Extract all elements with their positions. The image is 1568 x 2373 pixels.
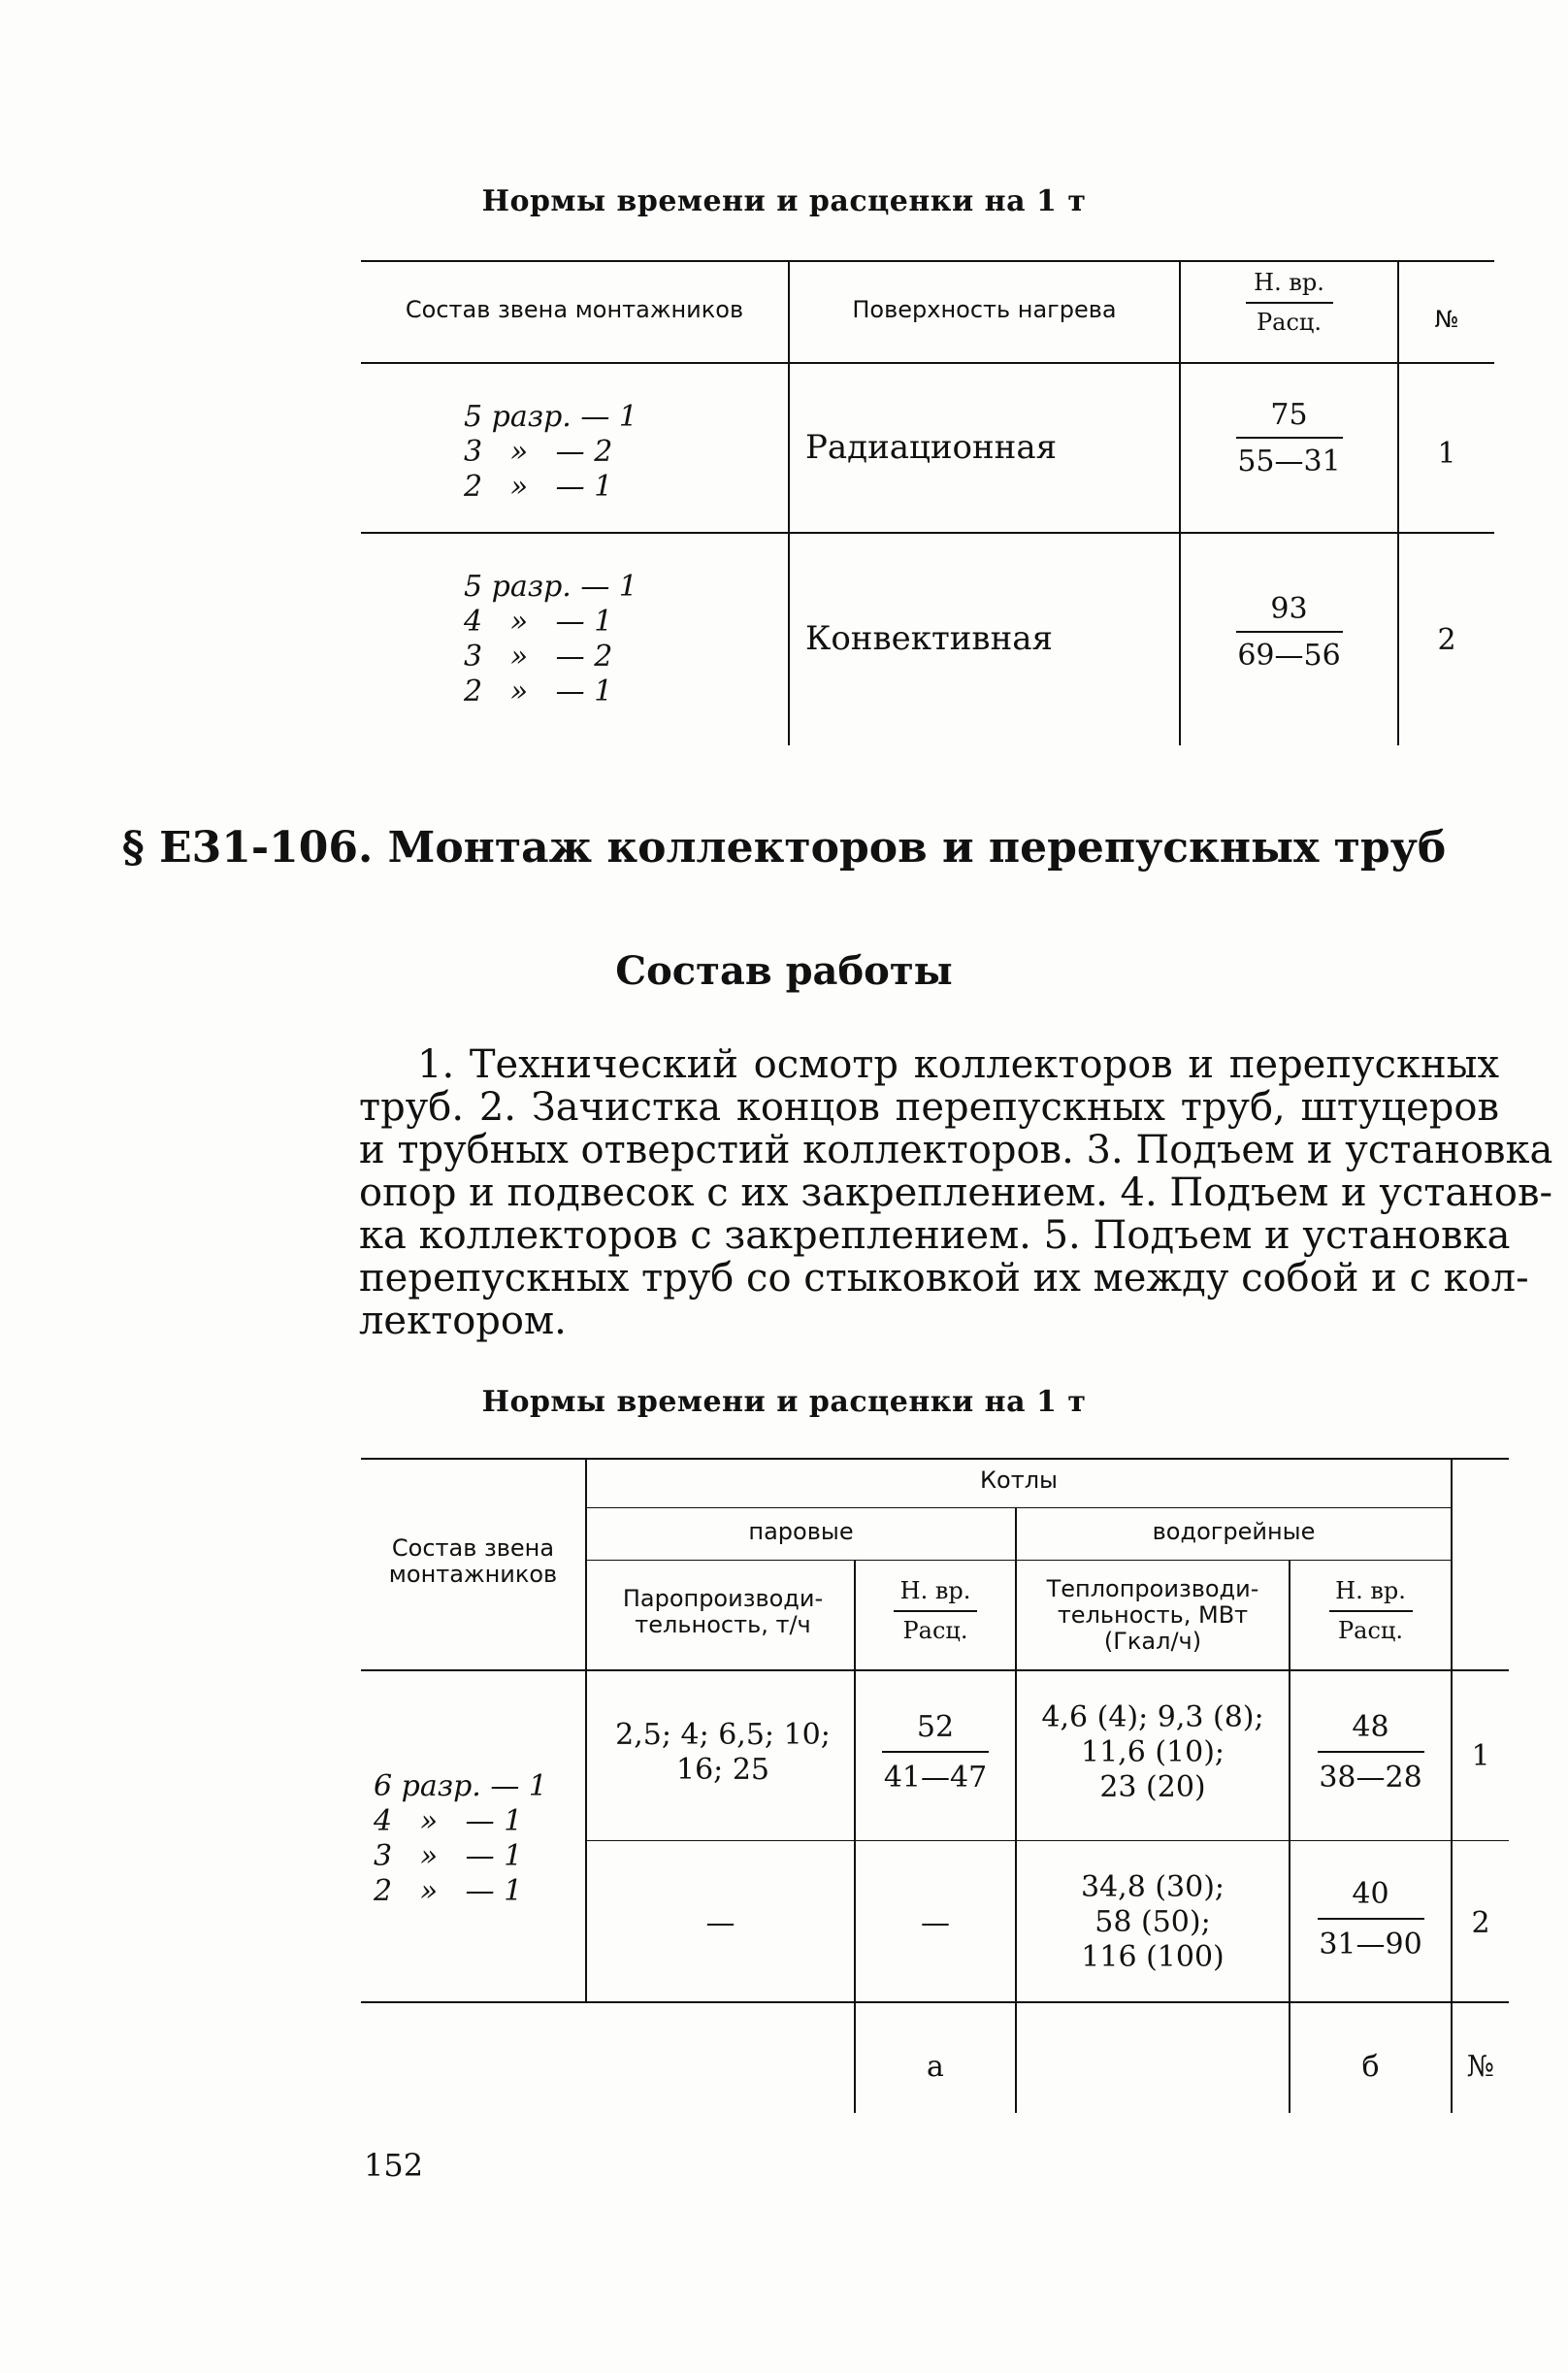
capacity-line: 116 (100) bbox=[1081, 1940, 1225, 1974]
table1-row1-crew bbox=[464, 400, 637, 505]
table2-caption: Нормы времени и расценки на 1 т bbox=[481, 1385, 1087, 1419]
fraction-line bbox=[1236, 437, 1343, 439]
fraction-line bbox=[1318, 1751, 1424, 1753]
table2-row1-steam-norm bbox=[856, 1708, 1015, 1797]
table2-crew bbox=[374, 1769, 547, 1909]
table2-header-boilers: Котлы bbox=[980, 1467, 1058, 1494]
table2-row1-steam-rate-value: 41—47 bbox=[883, 1761, 988, 1795]
capacity-line: 11,6 (10); bbox=[1080, 1735, 1225, 1769]
table2-row2-water-norm bbox=[1290, 1875, 1451, 1964]
crew-line: 2 » — 1 bbox=[464, 470, 613, 504]
table2-row2-water-norm-value: 40 bbox=[1352, 1877, 1389, 1911]
table2-vline-mid bbox=[1015, 1507, 1017, 2113]
table2-row2-steam-capacity: — bbox=[705, 1906, 735, 1940]
table1-row1-num: 1 bbox=[1437, 437, 1456, 471]
table2-subtype-rule bbox=[587, 1560, 1451, 1561]
crew-line: 5 разр. — 1 bbox=[464, 570, 637, 604]
fraction-line bbox=[1329, 1610, 1413, 1612]
fraction-line bbox=[1246, 302, 1333, 304]
capacity-line: 4,6 (4); 9,3 (8); bbox=[1041, 1700, 1264, 1734]
table2-footer-b: б bbox=[1361, 2050, 1380, 2084]
crew-line: 6 разр. — 1 bbox=[374, 1769, 547, 1803]
fraction-line bbox=[1318, 1918, 1424, 1920]
page-number: 152 bbox=[364, 2147, 424, 2184]
table2-row1-steam-capacity: 2,5; 4; 6,5; 10; 16; 25 bbox=[615, 1718, 831, 1787]
crew-line: 4 » — 1 bbox=[464, 605, 613, 639]
fraction-line bbox=[882, 1751, 989, 1753]
fraction-line bbox=[894, 1610, 977, 1612]
paragraph-line: лектором. bbox=[359, 1299, 567, 1343]
table1-vline-1 bbox=[788, 260, 790, 745]
table2-header-steam-capacity: Паропроизводи-тельность, т/ч bbox=[622, 1585, 824, 1638]
table2-header-water-norm-top: Н. вр. bbox=[1335, 1577, 1406, 1604]
table2-row2-steam-norm: — bbox=[921, 1906, 950, 1940]
section-heading: § Е31-106. Монтаж коллекторов и перепускных труб bbox=[121, 823, 1447, 873]
table2-top-rule bbox=[361, 1458, 1509, 1460]
paragraph-line: труб. 2. Зачистка концов перепускных труб, штуцеров bbox=[359, 1085, 1499, 1130]
table2-header-steam: паровые bbox=[748, 1518, 854, 1545]
table1-row2-norm-value: 93 bbox=[1270, 592, 1308, 626]
table2-row2-water-rate-value: 31—90 bbox=[1319, 1928, 1422, 1961]
table2-header-steam-norm-bottom: Расц. bbox=[902, 1617, 968, 1644]
paragraph-line: перепускных труб со стыковкой их между собой и с кол- bbox=[359, 1256, 1529, 1301]
table2-header-water-norm bbox=[1290, 1578, 1451, 1644]
table2-header-steam-norm-top: Н. вр. bbox=[899, 1577, 971, 1604]
crew-line: 4 » — 1 bbox=[374, 1804, 523, 1838]
table1-row2-num: 2 bbox=[1437, 623, 1456, 657]
table1-row1-surface: Радиационная bbox=[805, 428, 1058, 467]
table2-boilers-rule bbox=[587, 1507, 1451, 1508]
table1-header-rule bbox=[361, 362, 1494, 364]
table1-vline-3 bbox=[1397, 260, 1399, 745]
table2-header-crew: Состав звена монтажников bbox=[388, 1534, 558, 1588]
table2-header-water-capacity: Теплопроизводи-тельность, МВт (Гкал/ч) bbox=[1046, 1575, 1259, 1655]
table2-footer-num: № bbox=[1466, 2050, 1495, 2084]
table1-header-crew: Состав звена монтажников bbox=[405, 296, 744, 323]
table1-top-rule bbox=[361, 260, 1494, 262]
table1-row1-rate-value: 55—31 bbox=[1237, 445, 1341, 478]
paragraph-line: опор и подвесок с их закреплением. 4. Подъем и установ- bbox=[359, 1170, 1553, 1215]
table2-bottom-rule bbox=[361, 2001, 1509, 2003]
crew-line: 2 » — 1 bbox=[374, 1874, 523, 1908]
crew-line: 2 » — 1 bbox=[464, 675, 613, 709]
table2-row-rule bbox=[587, 1840, 1509, 1841]
table2-row1-water-rate-value: 38—28 bbox=[1319, 1761, 1422, 1795]
table2-header-steam-norm bbox=[856, 1578, 1015, 1644]
table1-caption: Нормы времени и расценки на 1 т bbox=[481, 184, 1087, 218]
table2-vline-num bbox=[1451, 1458, 1453, 2113]
crew-line: 3 » — 2 bbox=[464, 435, 613, 469]
capacity-line: 23 (20) bbox=[1099, 1770, 1206, 1804]
table1-header-surface: Поверхность нагрева bbox=[852, 296, 1117, 323]
table1-row2-rate-value: 69—56 bbox=[1237, 639, 1341, 673]
table1-row1-norm-value: 75 bbox=[1270, 398, 1308, 432]
table1-header-norm bbox=[1181, 270, 1397, 336]
crew-line: 3 » — 1 bbox=[374, 1839, 523, 1873]
section-subheading: Состав работы bbox=[615, 948, 953, 994]
table1-row2-norm bbox=[1181, 590, 1397, 676]
table1-row2-crew bbox=[464, 570, 637, 709]
crew-line: 3 » — 2 bbox=[464, 640, 613, 674]
capacity-line: 58 (50); bbox=[1094, 1905, 1211, 1939]
fraction-line bbox=[1236, 631, 1343, 633]
table2-row1-num: 1 bbox=[1471, 1739, 1490, 1773]
paragraph-line: и трубных отверстий коллекторов. 3. Подъем и установка bbox=[359, 1128, 1553, 1172]
table2-header-rule bbox=[361, 1669, 1509, 1671]
paragraph-line: 1. Технический осмотр коллекторов и перепускных bbox=[417, 1042, 1499, 1087]
crew-line: 5 разр. — 1 bbox=[464, 400, 637, 434]
table2-header-water-norm-bottom: Расц. bbox=[1338, 1617, 1403, 1644]
table2-row1-water-norm bbox=[1290, 1708, 1451, 1797]
table1-row-rule bbox=[361, 532, 1494, 534]
table1-header-norm-top: Н. вр. bbox=[1254, 269, 1324, 296]
work-description bbox=[359, 1042, 1553, 1343]
table2-row1-water-norm-value: 48 bbox=[1352, 1710, 1389, 1744]
capacity-line: 34,8 (30); bbox=[1080, 1870, 1225, 1904]
table2-row1-steam-norm-value: 52 bbox=[916, 1710, 955, 1744]
table1-header-norm-bottom: Расц. bbox=[1257, 309, 1322, 336]
table1-row1-norm bbox=[1181, 396, 1397, 481]
table2-header-water: водогрейные bbox=[1152, 1518, 1316, 1545]
table2-row2-num: 2 bbox=[1471, 1906, 1490, 1940]
table2-footer-a: а bbox=[927, 2050, 944, 2084]
table2-row2-water-capacity bbox=[1017, 1870, 1289, 1975]
table1-row2-surface: Конвективная bbox=[805, 619, 1053, 658]
table2-row1-water-capacity bbox=[1017, 1700, 1289, 1805]
table1-header-num: № bbox=[1434, 306, 1459, 333]
paragraph-line: ка коллекторов с закреплением. 5. Подъем и установка bbox=[359, 1213, 1511, 1258]
